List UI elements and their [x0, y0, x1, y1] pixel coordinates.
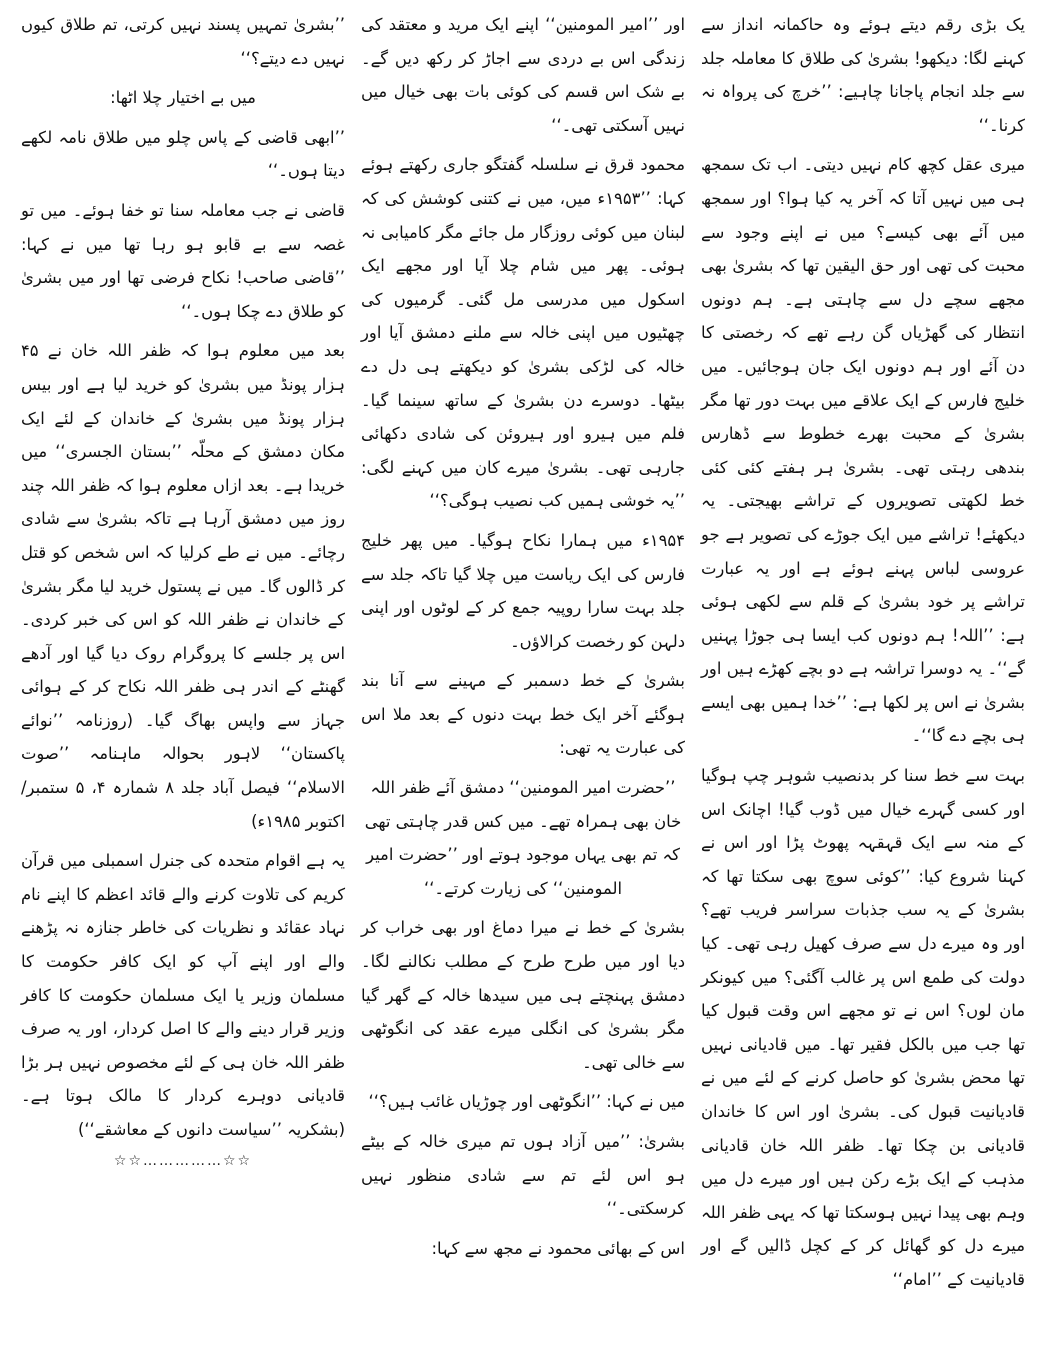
- paragraph: بشریٰ: ’’میں آزاد ہوں تم میری خالہ کے بیٹے ہو اس لئے تم سے شادی منظور نہیں کرسکتی۔‘‘: [361, 1132, 685, 1219]
- paragraph: بشریٰ کے خط نے میرا دماغ اور بھی خراب کر دیا اور میں طرح طرح کے مطلب نکالنے لگا۔ دمشق پہنچتے ہی میں سیدھا خالہ کے گھر گیا مگر بشریٰ کی انگلی میرے عقد کی انگوٹھی سے خالی تھی۔: [361, 918, 685, 1072]
- end-mark-stars: ☆☆……………☆☆: [113, 1152, 253, 1169]
- paragraph: ’’ابھی قاضی کے پاس چلو میں طلاق نامہ لکھے دیتا ہوں۔‘‘: [21, 127, 345, 181]
- column-middle: [353, 8, 693, 1342]
- paragraph: محمود قرق نے سلسلہ گفتگو جاری رکھتے ہوئے کہا: ’’۱۹۵۳ء میں، میں نے کتنی کوشش کی کہ لبنان میں کوئی روزگار مل جائے مگر کامیابی نہ ہوئی۔ پھر میں شام چلا آیا اور مجھے ایک اسکول میں مدرسی مل گئی۔ گرمیوں کی چھٹیوں میں اپنی خالہ سے ملنے دمشق آیا اور خالہ کی لڑکی بشریٰ کو دیکھتے ہی دل دے بیٹھا۔ دوسرے دن بشریٰ کے ساتھ سینما گیا۔ فلم میں ہیرو اور ہیروئن کی شادی دکھائی جارہی تھی۔ بشریٰ میرے کان میں کہنے لگی: ’’یہ خوشی ہمیں کب نصیب ہوگی؟‘‘: [361, 155, 685, 511]
- paragraph: میں نے کہا: ’’انگوٹھی اور چوڑیاں غائب ہیں؟‘‘: [368, 1092, 685, 1112]
- column-left: [13, 8, 353, 1342]
- column-right: [693, 8, 1033, 1342]
- paragraph: بعد میں معلوم ہوا کہ ظفر اللہ خان نے ۴۵ ہزار پونڈ میں بشریٰ کو خرید لیا ہے اور بیس ہزار پونڈ میں بشریٰ کے خاندان کے لئے ایک مکان دمشق کے محلّہ ’’بستان الجسری‘‘ میں خریدا ہے۔ بعد ازاں معلوم ہوا کہ ظفر اللہ چند روز میں دمشق آرہا ہے تاکہ بشریٰ سے شادی رچائے۔ میں نے طے کرلیا کہ اس شخص کو قتل کر ڈالوں گا۔ میں نے پستول خرید لیا مگر بشریٰ کے خاندان نے ظفر اللہ کو اس کی خبر کردی۔ اس پر جلسے کا پروگرام روک دیا گیا اور آدھے گھنٹے کے اندر ہی ظفر اللہ نکاح کر کے ہوائی جہاز سے واپس بھاگ گیا۔ (روزنامہ ’’نوائے پاکستان‘‘ لاہور بحوالہ ماہنامہ ’’صوت الاسلام‘‘ فیصل آباد جلد ۸ شمارہ ۴، ۵ ستمبر/اکتوبر ۱۹۸۵ء): [21, 341, 345, 831]
- paragraph: ۱۹۵۴ء میں ہمارا نکاح ہوگیا۔ میں پھر خلیج فارس کی ایک ریاست میں چلا گیا تاکہ جلد سے جلد بہت سارا روپیہ جمع کر کے لوٹوں اور اپنی دلہن کو رخصت کرالاؤں۔: [361, 530, 685, 651]
- paragraph: میں بے اختیار چلا اٹھا:: [110, 88, 256, 108]
- paragraph: بشریٰ کے خط دسمبر کے مہینے سے آنا بند ہوگئے آخر ایک خط بہت دنوں کے بعد ملا اس کی عبارت یہ تھی:: [361, 671, 685, 758]
- paragraph: اس کے بھائی محمود نے مجھ سے کہا:: [431, 1238, 685, 1258]
- paragraph: بہت سے خط سنا کر بدنصیب شوہر چپ ہوگیا اور کسی گہرے خیال میں ڈوب گیا! اچانک اس کے منہ سے ایک قہقہہ پھوٹ پڑا اور اس نے کہنا شروع کیا: ’’کوئی سوچ بھی سکتا تھا کہ بشریٰ کے یہ سب جذبات سراسر فریب تھے؟ اور وہ میرے دل سے صرف کھیل رہی تھی۔ کیا دولت کی طمع اس پر غالب آگئی؟ میں کیونکر مان لوں؟ اس نے تو مجھے اس وقت قبول کیا تھا جب میں بالکل فقیر تھا۔ میں قادیانی نہیں تھا محض بشریٰ کو حاصل کرنے کے لئے میں نے قادیانیت قبول کی۔ بشریٰ اور اس کا خاندان قادیانی بن چکا تھا۔ ظفر اللہ خان قادیانی مذہب کے ایک بڑے رکن ہیں اور میرے دل میں وہم بھی پیدا نہیں ہوسکتا تھا کہ یہی ظفر اللہ میرے دل کو گھائل کر کے کچل ڈالیں گے اور قادیانیت کے ’’امام‘‘: [701, 766, 1025, 1289]
- paragraph: میری عقل کچھ کام نہیں دیتی۔ اب تک سمجھ ہی میں نہیں آتا کہ آخر یہ کیا ہوا؟ اور سمجھ میں آئے بھی کیسے؟ میں نے اپنے وجود سے محبت کی تھی اور حق الیقین تھا کہ بشریٰ بھی مجھے سچے دل سے چاہتی ہے۔ ہم دونوں انتظار کی گھڑیاں گن رہے تھے کہ رخصتی کا دن آئے اور ہم دونوں ایک جان ہوجائیں۔ میں خلیج فارس کے ایک علاقے میں بہت دور تھا مگر بشریٰ کے محبت بھرے خطوط سے ڈھارس بندھی رہتی تھی۔ بشریٰ ہر ہفتے کئی کئی خط لکھتی تصویروں کے تراشے بھیجتی۔ یہ دیکھئے! تراشے میں ایک جوڑے کی تصویر ہے جو عروسی لباس پہنے ہوئے ہے اور یہ عبارت تراشے پر خود بشریٰ کے قلم سے لکھی ہوئی ہے: ’’اللہ! ہم دونوں کب ایسا ہی جوڑا پہنیں گے‘‘۔ یہ دوسرا تراشہ ہے دو بچے کھڑے ہیں اور بشریٰ نے اس پر لکھا ہے: ’’خدا ہمیں بھی ایسے ہی بچے دے گا‘‘۔: [701, 155, 1025, 746]
- paragraph: قاضی نے جب معاملہ سنا تو خفا ہوئے۔ میں تو غصہ سے بے قابو ہو رہا تھا میں نے کہا: ’’قاضی صاحب! نکاح فرضی تھا اور میں بشریٰ کو طلاق دے چکا ہوں۔‘‘: [21, 200, 345, 321]
- paragraph: ’’بشریٰ تمہیں پسند نہیں کرتی، تم طلاق کیوں نہیں دے دیتے؟‘‘: [21, 15, 345, 68]
- paragraph: یہ ہے اقوام متحدہ کی جنرل اسمبلی میں قرآن کریم کی تلاوت کرنے والے قائد اعظم کا اپنے نام نہاد عقائد و نظریات کی خاطر جنازہ نہ پڑھنے والے اور اپنے آپ کو ایک کافر حکومت کا مسلمان وزیر یا ایک مسلمان حکومت کا کافر وزیر قرار دینے والے کا اصل کردار، اور یہ صرف ظفر اللہ خان ہی کے لئے مخصوص نہیں ہر بڑا قادیانی دوہرے کردار کا مالک ہوتا ہے۔ (بشکریہ ’’سیاست دانوں کے معاشقے‘‘): [21, 851, 345, 1139]
- quoted-letter: ’’حضرت امیر المومنین‘‘ دمشق آئے ظفر اللہ خان بھی ہمراہ تھے۔ میں کس قدر چاہتی تھی کہ تم بھی یہاں موجود ہوتے اور ’’حضرت امیر المومنین‘‘ کی زیارت کرتے۔‘‘: [364, 778, 682, 898]
- paragraph: یک بڑی رقم دیتے ہوئے وہ حاکمانہ انداز سے کہنے لگا: دیکھو! بشریٰ کی طلاق کا معاملہ جلد سے جلد انجام پاجانا چاہیے: ’’خرچ کی پرواہ نہ کرنا۔‘‘: [701, 15, 1025, 135]
- paragraph: اور ’’امیر المومنین‘‘ اپنے ایک مرید و معتقد کی زندگی اس بے دردی سے اجاڑ کر رکھ دیں گے۔ بے شک اس قسم کی کوئی بات بھی خیال میں نہیں آسکتی تھی۔‘‘: [361, 15, 685, 135]
